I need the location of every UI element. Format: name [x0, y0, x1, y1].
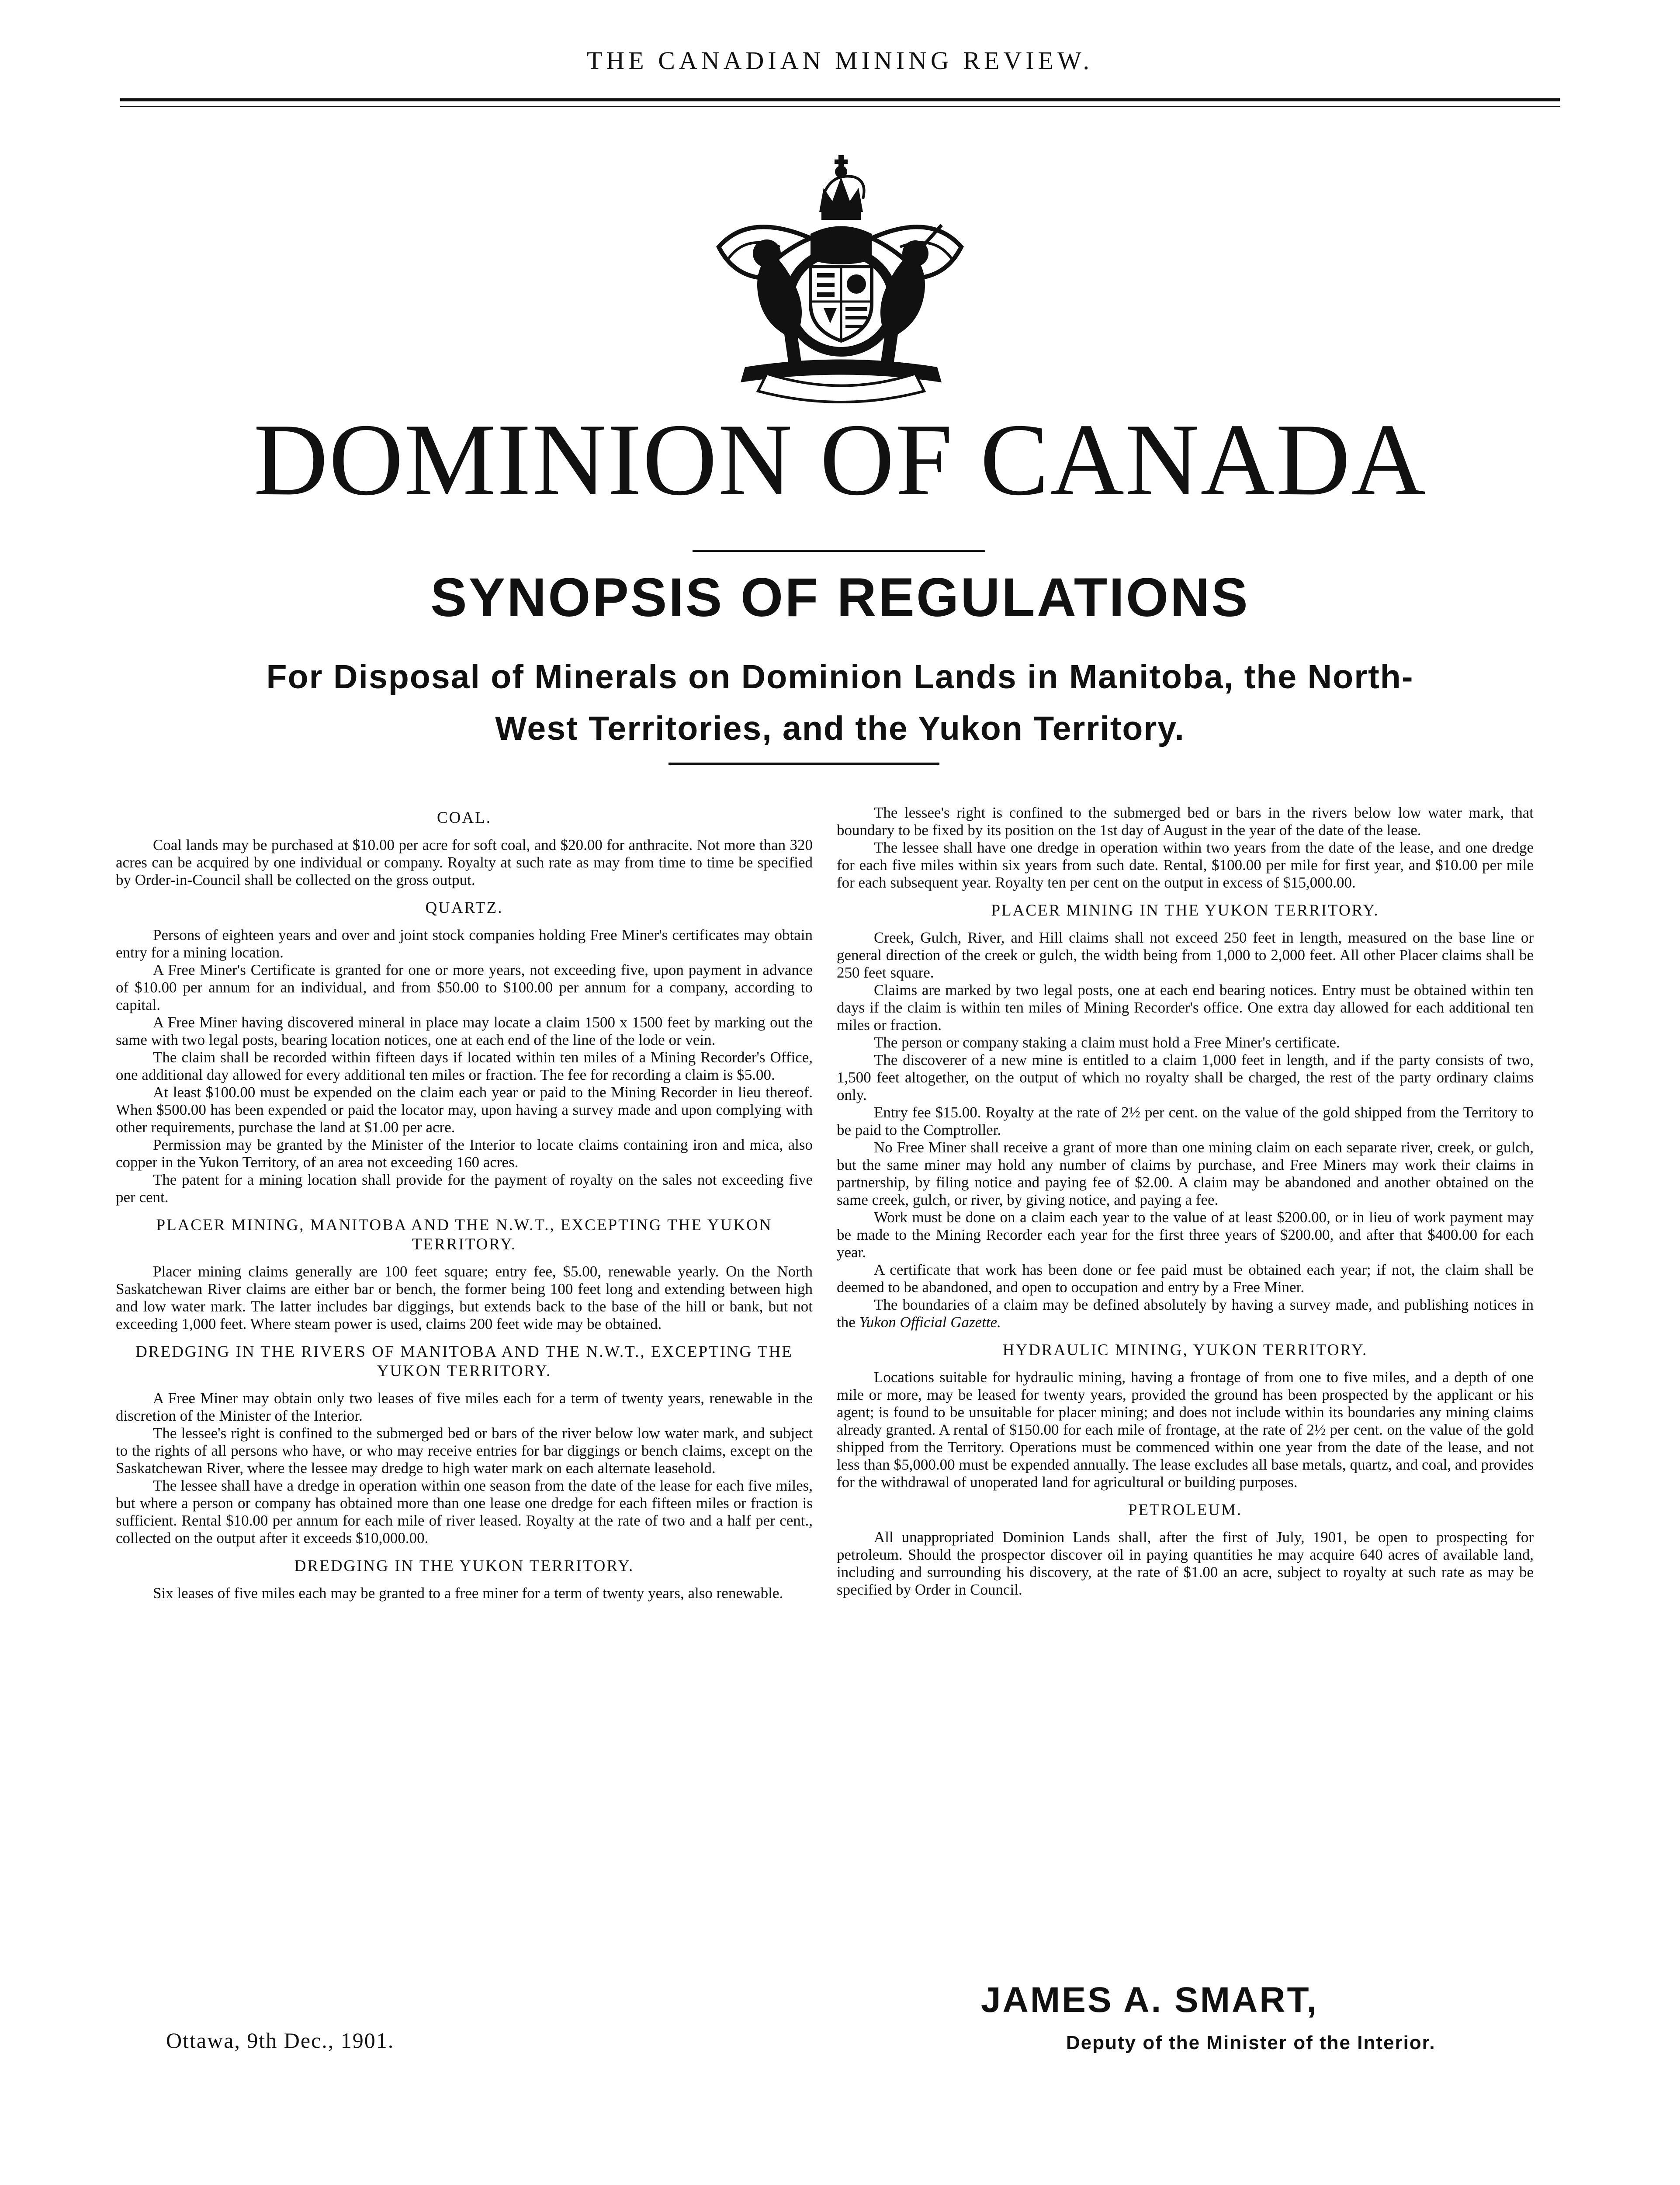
- synopsis-subtitle: SYNOPSIS OF REGULATIONS: [430, 567, 1250, 628]
- quartz-heading: QUARTZ.: [425, 899, 503, 917]
- dredging-yukon-heading: DREDGING IN THE YUKON TERRITORY.: [294, 1557, 634, 1575]
- quartz-paragraph: A Free Miner's Certificate is granted for one or more years, not exceeding five, upon payment in advance of $10.00 per annum for an individual, and from $50.00 to $100.00 per annum for a company, according to capital.: [116, 961, 813, 1013]
- royal-crest-icon: [679, 146, 1001, 404]
- quartz-paragraph: At least $100.00 must be expended on the claim each year or paid to the Mining Recorder in lieu thereof. When $500.00 has been expended or paid the locator may, upon having a survey made and upon complying with other requirements, purchase the land at $1.00 per acre.: [116, 1084, 813, 1136]
- placer-yukon-heading: PLACER MINING IN THE YUKON TERRITORY.: [991, 902, 1379, 919]
- placer-yukon-paragraph: Work must be done on a claim each year to the value of at least $200.00, or in lieu of work payment may be made to the Mining Recorder each year for the first three years of $200.00, and after that $400.00 for each year.: [837, 1209, 1534, 1261]
- coal-heading: COAL.: [437, 809, 492, 827]
- disposal-line-2: West Territories, and the Yukon Territory.: [495, 710, 1185, 747]
- dredging-manitoba-paragraph: The lessee shall have a dredge in operation within one season from the date of the lease for each five miles, but where a person or company has obtained more than one lease one dredge for each fifteen miles or fraction is sufficient. Rental $10.00 per annum for each mile of river leased. Royalty at the rate of two and a half per cent., collected on the output after it exceeds $10,000.00.: [116, 1477, 813, 1547]
- petroleum-paragraph: All unappropriated Dominion Lands shall, after the first of July, 1901, be open to prospecting for petroleum. Should the prospector discover oil in paying quantities he may acquire 640 acres of available land, including and surrounding his discovery, at the rate of $1.00 an acre, subject to royalty at such rate as may be specified by Order in Council.: [837, 1529, 1534, 1598]
- placer-yukon-paragraph: Claims are marked by two legal posts, one at each end bearing notices. Entry must be obtained within ten days if the claim is within ten miles of Mining Recorder's office. One extra day allowed for each additional ten miles or fraction.: [837, 982, 1534, 1034]
- disposal-heading: [79, 651, 1601, 754]
- placer-manitoba-heading: PLACER MINING, MANITOBA AND THE N.W.T., EXCEPTING THE YUKON TERRITORY.: [156, 1216, 772, 1253]
- header-rule-thin: [120, 106, 1560, 107]
- placer-manitoba-paragraph: Placer mining claims generally are 100 feet square; entry fee, $5.00, renewable yearly. On the North Saskatchewan River claims are either bar or bench, the former being 100 feet long and extending between high and low water mark. The latter includes bar diggings, but extends back to the base of the hill or bank, but not exceeding 1,000 feet. Where steam power is used, claims 200 feet wide may be obtained.: [116, 1263, 813, 1332]
- placer-yukon-paragraph: The discoverer of a new mine is entitled to a claim 1,000 feet in length, and if the party consists of two, 1,500 feet altogether, on the output of which no royalty shall be charged, the rest of the party ordinary claims only.: [837, 1051, 1534, 1103]
- right-column: [837, 804, 1534, 1599]
- disposal-line-1: For Disposal of Minerals on Dominion Lands in Manitoba, the North-: [266, 658, 1414, 696]
- gazette-title: Yukon Official Gazette.: [859, 1314, 1001, 1331]
- title-divider: [693, 550, 985, 552]
- dredging-manitoba-heading: DREDGING IN THE RIVERS OF MANITOBA AND THE N.W.T., EXCEPTING THE YUKON TERRITORY.: [135, 1343, 793, 1380]
- dredging-yukon-paragraph: Six leases of five miles each may be granted to a free miner for a term of twenty years, also renewable.: [153, 1585, 783, 1602]
- coal-paragraph: Coal lands may be purchased at $10.00 per acre for soft coal, and $20.00 for anthracite. Not more than 320 acres can be acquired by one individual or company. Royalty at such rate as may from time to time be specified by Order-in-Council shall be collected on the gross output.: [116, 836, 813, 888]
- header-rule-thick: [120, 98, 1560, 101]
- petroleum-heading: PETROLEUM.: [1128, 1501, 1243, 1519]
- boundaries-text: The boundaries of a claim may be defined absolutely by having a survey made, and publishing notices in the: [837, 1296, 1534, 1331]
- placer-yukon-paragraph: Entry fee $15.00. Royalty at the rate of 2½ per cent. on the value of the gold shipped from the Territory to be paid to the Comptroller.: [837, 1104, 1534, 1138]
- signatory-name: JAMES A. SMART,: [981, 1980, 1319, 2020]
- quartz-paragraph: Permission may be granted by the Minister of the Interior to locate claims containing iron and mica, also copper in the Yukon Territory, of an area not exceeding 160 acres.: [116, 1136, 813, 1171]
- page-title: DOMINION OF CANADA: [253, 403, 1427, 517]
- quartz-paragraph: The patent for a mining location shall provide for the payment of royalty on the sales not exceeding five per cent.: [116, 1171, 813, 1206]
- dredging-manitoba-paragraph: The lessee's right is confined to the submerged bed or bars of the river below low water mark, and subject to the rights of all persons who have, or who may receive entries for bar diggings or bench claims, except on the Saskatchewan River, where the lessee may dredge to high water mark on each alternate leasehold.: [116, 1425, 813, 1477]
- hydraulic-heading: HYDRAULIC MINING, YUKON TERRITORY.: [1002, 1341, 1368, 1359]
- signatory-title: Deputy of the Minister of the Interior.: [1066, 2032, 1436, 2053]
- section-divider: [669, 763, 939, 765]
- placer-yukon-paragraph: A certificate that work has been done or fee paid must be obtained each year; if not, the claim shall be deemed to be abandoned, and open to occupation and entry by a Free Miner.: [837, 1261, 1534, 1296]
- dredging-manitoba-paragraph: A Free Miner may obtain only two leases of five miles each for a term of twenty years, renewable in the discretion of the Minister of the Interior.: [116, 1390, 813, 1424]
- dredging-yukon-paragraph: The lessee shall have one dredge in operation within two years from the date of the lease, and one dredge for each five miles within six years from such date. Rental, $100.00 per mile for first year, and $10.00 per mile for each subsequent year. Royalty ten per cent on the output in excess of $15,000.00.: [837, 839, 1534, 891]
- left-column: [116, 804, 813, 1602]
- hydraulic-paragraph: Locations suitable for hydraulic mining, having a frontage of from one to five miles, and a depth of one mile or more, may be leased for twenty years, provided the ground has been prospected by the applicant or his agent; is found to be unsuitable for placer mining; and does not include within its boundaries any mining claims already granted. A rental of $150.00 for each mile of frontage, at the rate of 2½ per cent. on the value of the gold shipped from the Territory. Operations must be commenced within one year from the date of the lease, and not less than $5,000.00 must be expended annually. The lease excludes all base metals, quartz, and coal, and provides for the withdrawal of unoperated land for agricultural or building purposes.: [837, 1369, 1534, 1491]
- dateline: Ottawa, 9th Dec., 1901.: [166, 2028, 395, 2053]
- running-head: THE CANADIAN MINING REVIEW.: [586, 46, 1094, 75]
- placer-yukon-paragraph: [837, 1296, 1534, 1331]
- quartz-paragraph: The claim shall be recorded within fifteen days if located within ten miles of a Mining Recorder's Office, one additional day allowed for every additional ten miles or fraction. The fee for recording a claim is $5.00.: [116, 1049, 813, 1083]
- quartz-paragraph: Persons of eighteen years and over and joint stock companies holding Free Miner's certificates may obtain entry for a mining location.: [116, 926, 813, 961]
- dredging-yukon-paragraph: The lessee's right is confined to the submerged bed or bars in the rivers below low water mark, that boundary to be fixed by its position on the 1st day of August in the year of the date of the lease.: [837, 804, 1534, 839]
- placer-yukon-paragraph: No Free Miner shall receive a grant of more than one mining claim on each separate river, creek, or gulch, but the same miner may hold any number of claims by purchase, and Free Miners may work their claims in partnership, by filing notice and paying fee of $2.00. A claim may be abandoned and another obtained on the same creek, gulch, or river, by giving notice, and paying a fee.: [837, 1139, 1534, 1208]
- placer-yukon-paragraph: Creek, Gulch, River, and Hill claims shall not exceed 250 feet in length, measured on the base line or general direction of the creek or gulch, the width being from 1,000 to 2,000 feet. All other Placer claims shall be 250 feet square.: [837, 929, 1534, 981]
- quartz-paragraph: A Free Miner having discovered mineral in place may locate a claim 1500 x 1500 feet by marking out the same with two legal posts, bearing location notices, one at each end of the line of the lode or vein.: [116, 1014, 813, 1048]
- placer-yukon-paragraph: The person or company staking a claim must hold a Free Miner's certificate.: [874, 1034, 1340, 1051]
